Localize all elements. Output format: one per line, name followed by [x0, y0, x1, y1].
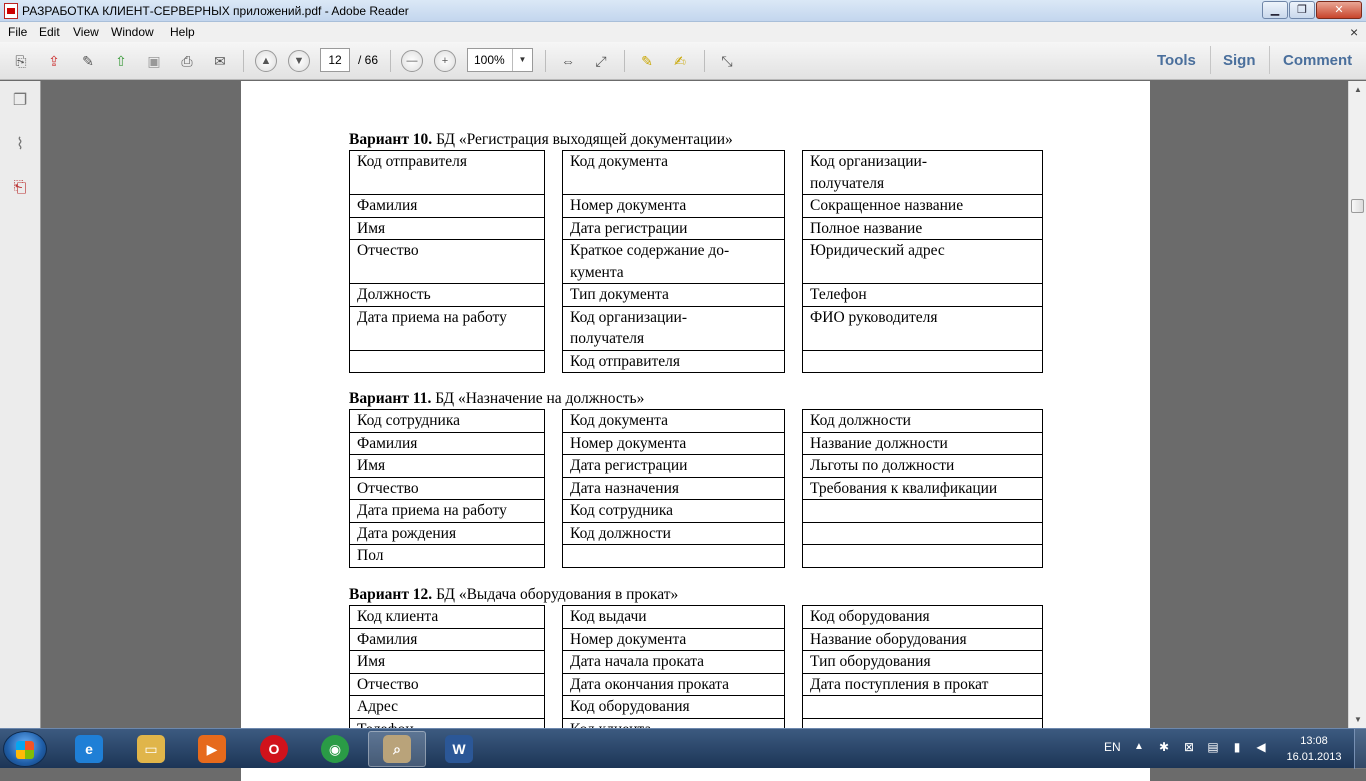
column-gap: [545, 151, 563, 195]
table-cell: Код сотрудника: [563, 500, 785, 523]
column-gap: [785, 651, 803, 674]
table-row: [350, 240, 1043, 284]
section-heading: [349, 586, 678, 604]
table-cell: Полное название: [803, 217, 1043, 240]
zoom-out-button[interactable]: —: [401, 50, 423, 72]
table-cell: [563, 545, 785, 568]
column-gap: [545, 696, 563, 719]
taskbar-app[interactable]: [183, 731, 241, 767]
page-number-input[interactable]: 12: [320, 48, 350, 72]
chrome-icon: ◉: [321, 735, 349, 763]
highlight-icon[interactable]: ✍: [674, 52, 686, 69]
table-cell: Код оборудования: [803, 606, 1043, 629]
table-row: [350, 284, 1043, 307]
chevron-down-icon[interactable]: ▼: [512, 49, 532, 71]
save-icon[interactable]: ▣: [147, 52, 161, 69]
table-cell: Код отправителя: [350, 151, 545, 195]
table-row: [350, 151, 1043, 195]
variant-label: Вариант 10.: [349, 131, 433, 148]
column-gap: [545, 545, 563, 568]
table-cell: Льготы по должности: [803, 455, 1043, 478]
fit-width-icon[interactable]: ⇔: [561, 53, 575, 69]
close-button[interactable]: ✕: [1316, 1, 1362, 19]
column-gap: [545, 350, 563, 373]
fit-page-icon[interactable]: ⤢: [595, 52, 607, 69]
device-icon[interactable]: ▤: [1207, 740, 1219, 754]
table-cell: Код организации- получателя: [803, 151, 1043, 195]
column-gap: [785, 284, 803, 307]
toolbar-separator: [1269, 46, 1270, 74]
tools-button[interactable]: Tools: [1157, 52, 1196, 69]
table-cell: Дата рождения: [350, 522, 545, 545]
entity-table: [349, 150, 1043, 373]
entity-table: [349, 409, 1043, 568]
table-row: [350, 410, 1043, 433]
menu-window[interactable]: Window: [111, 25, 154, 39]
column-gap: [785, 606, 803, 629]
table-cell: Сокращенное название: [803, 195, 1043, 218]
taskbar: [0, 728, 1366, 768]
internet-explorer-icon: e: [75, 735, 103, 763]
table-row: [350, 545, 1043, 568]
table-cell: Должность: [350, 284, 545, 307]
column-gap: [785, 500, 803, 523]
column-gap: [545, 432, 563, 455]
table-cell: Имя: [350, 651, 545, 674]
minimize-button[interactable]: ▁: [1262, 1, 1288, 19]
table-cell: Отчество: [350, 477, 545, 500]
language-indicator[interactable]: EN: [1104, 740, 1121, 754]
table-cell: Код клиента: [350, 606, 545, 629]
column-gap: [785, 545, 803, 568]
toolbar-separator: [243, 50, 244, 72]
table-cell: Фамилия: [350, 432, 545, 455]
menu-bar: [0, 22, 1366, 42]
next-page-button[interactable]: ▼: [288, 50, 310, 72]
table-row: [350, 606, 1043, 629]
taskbar-app[interactable]: [122, 731, 180, 767]
table-row: [350, 500, 1043, 523]
signatures-icon[interactable]: ⎗: [13, 179, 27, 196]
table-row: [350, 350, 1043, 373]
variant-label: Вариант 11.: [349, 390, 432, 407]
column-gap: [785, 410, 803, 433]
clock-date: 16.01.2013: [1286, 751, 1342, 763]
table-cell: [803, 545, 1043, 568]
table-cell: Код документа: [563, 410, 785, 433]
maximize-button[interactable]: ❐: [1289, 1, 1315, 19]
create-pdf-icon[interactable]: ⎘: [15, 52, 27, 69]
file-explorer-icon: ▭: [137, 735, 165, 763]
table-cell: Дата регистрации: [563, 217, 785, 240]
column-gap: [545, 217, 563, 240]
table-cell: [803, 350, 1043, 373]
pdf-page: [241, 81, 1150, 781]
table-cell: Код должности: [803, 410, 1043, 433]
page-total: / 66: [358, 53, 379, 67]
taskbar-app[interactable]: [430, 731, 488, 767]
column-gap: [545, 651, 563, 674]
table-row: [350, 522, 1043, 545]
column-gap: [545, 284, 563, 307]
network-icon[interactable]: ▮: [1233, 740, 1241, 754]
vertical-scrollbar[interactable]: [1348, 81, 1366, 728]
toolbar-separator: [704, 50, 705, 72]
table-row: [350, 306, 1043, 350]
table-cell: Номер документа: [563, 195, 785, 218]
windows-logo-icon: [16, 741, 34, 759]
column-gap: [785, 432, 803, 455]
navigation-panel: [0, 81, 41, 728]
table-cell: Код оборудования: [563, 696, 785, 719]
column-gap: [785, 477, 803, 500]
variant-title: БД «Регистрация выходящей документации»: [432, 131, 733, 148]
table-cell: Краткое содержание до- кумента: [563, 240, 785, 284]
sign-button[interactable]: Sign: [1223, 52, 1256, 69]
zoom-select[interactable]: [467, 48, 533, 72]
show-desktop-button[interactable]: [1354, 729, 1366, 769]
toolbar-separator: [1210, 46, 1211, 74]
table-cell: Код документа: [563, 151, 785, 195]
column-gap: [785, 522, 803, 545]
clock-time: 13:08: [1300, 735, 1328, 747]
close-document-icon[interactable]: ×: [1350, 24, 1359, 40]
pdf-app-icon: [4, 3, 18, 19]
scrollbar-thumb[interactable]: [1351, 199, 1364, 213]
sticky-note-icon[interactable]: ✎: [641, 52, 653, 69]
variant-label: Вариант 12.: [349, 586, 433, 603]
column-gap: [545, 477, 563, 500]
table-cell: Дата назначения: [563, 477, 785, 500]
edit-pdf-icon[interactable]: ✎: [82, 52, 94, 69]
table-cell: Дата приема на работу: [350, 500, 545, 523]
table-cell: Адрес: [350, 696, 545, 719]
print-icon[interactable]: ⎙: [181, 52, 193, 69]
table-cell: Код организации- получателя: [563, 306, 785, 350]
document-view[interactable]: [41, 81, 1348, 728]
comment-button[interactable]: Comment: [1283, 52, 1353, 69]
table-row: [350, 651, 1043, 674]
column-gap: [545, 306, 563, 350]
column-gap: [545, 673, 563, 696]
table-cell: [350, 350, 545, 373]
table-cell: Пол: [350, 545, 545, 568]
column-gap: [785, 217, 803, 240]
table-cell: Тип документа: [563, 284, 785, 307]
table-cell: Название оборудования: [803, 628, 1043, 651]
variant-title: БД «Назначение на должность»: [431, 390, 645, 407]
start-button[interactable]: [3, 731, 47, 767]
toolbar-separator: [545, 50, 546, 72]
table-cell: Дата приема на работу: [350, 306, 545, 350]
show-hidden-icons[interactable]: ▲: [1134, 741, 1144, 752]
table-cell: Дата начала проката: [563, 651, 785, 674]
table-cell: Дата регистрации: [563, 455, 785, 478]
variant-title: БД «Выдача оборудования в прокат»: [432, 586, 679, 603]
table-cell: Название должности: [803, 432, 1043, 455]
volume-icon[interactable]: ◀: [1256, 740, 1266, 754]
table-cell: Фамилия: [350, 628, 545, 651]
section-heading: [349, 390, 644, 408]
menu-edit[interactable]: Edit: [39, 25, 60, 39]
column-gap: [545, 455, 563, 478]
table-cell: [803, 522, 1043, 545]
column-gap: [785, 628, 803, 651]
table-row: [350, 696, 1043, 719]
opera-icon: O: [260, 735, 288, 763]
column-gap: [785, 195, 803, 218]
title-bar: [0, 0, 1366, 22]
column-gap: [545, 410, 563, 433]
toolbar-separator: [624, 50, 625, 72]
table-cell: Отчество: [350, 240, 545, 284]
scroll-down-button[interactable]: ▼: [1354, 715, 1362, 724]
column-gap: [785, 350, 803, 373]
adobe-reader-icon: ⌕: [383, 735, 411, 763]
table-cell: Требования к квалификации: [803, 477, 1043, 500]
window-title: РАЗРАБОТКА КЛИЕНТ-СЕРВЕРНЫХ приложений.pdf - Adobe Reader: [22, 4, 409, 18]
upload-icon[interactable]: ⇧: [115, 52, 127, 69]
page-thumbnails-icon[interactable]: ❐: [12, 92, 28, 109]
table-cell: Фамилия: [350, 195, 545, 218]
toolbar-separator: [390, 50, 391, 72]
media-player-icon: ▶: [198, 735, 226, 763]
taskbar-app-active[interactable]: [368, 731, 426, 767]
email-icon[interactable]: ✉: [214, 52, 226, 69]
export-pdf-icon[interactable]: ⇪: [48, 52, 60, 69]
menu-view[interactable]: View: [73, 25, 99, 39]
menu-help[interactable]: Help: [170, 25, 195, 39]
table-cell: Код выдачи: [563, 606, 785, 629]
taskbar-app[interactable]: [306, 731, 364, 767]
table-cell: Дата поступления в прокат: [803, 673, 1043, 696]
table-row: [350, 217, 1043, 240]
column-gap: [785, 696, 803, 719]
zoom-in-button[interactable]: +: [434, 50, 456, 72]
table-row: [350, 673, 1043, 696]
column-gap: [545, 522, 563, 545]
column-gap: [545, 240, 563, 284]
table-cell: Тип оборудования: [803, 651, 1043, 674]
taskbar-app[interactable]: [60, 731, 118, 767]
table-cell: [803, 696, 1043, 719]
section-heading: [349, 131, 733, 149]
column-gap: [545, 500, 563, 523]
table-cell: Юридический адрес: [803, 240, 1043, 284]
column-gap: [785, 673, 803, 696]
word-icon: W: [445, 735, 473, 763]
zoom-value[interactable]: 100%: [474, 53, 505, 67]
attachments-icon[interactable]: ⌇: [16, 136, 24, 153]
clock[interactable]: [1280, 733, 1348, 765]
scroll-up-button[interactable]: ▲: [1354, 85, 1362, 94]
table-cell: Дата окончания проката: [563, 673, 785, 696]
table-cell: Телефон: [803, 284, 1043, 307]
table-row: [350, 477, 1043, 500]
table-cell: Имя: [350, 217, 545, 240]
table-row: [350, 432, 1043, 455]
entity-table: [349, 605, 1043, 741]
column-gap: [785, 306, 803, 350]
column-gap: [545, 606, 563, 629]
bluetooth-icon[interactable]: ✱: [1158, 740, 1170, 754]
column-gap: [785, 151, 803, 195]
column-gap: [785, 240, 803, 284]
action-center-icon[interactable]: ⊠: [1183, 740, 1195, 754]
table-cell: Имя: [350, 455, 545, 478]
previous-page-button[interactable]: ▲: [255, 50, 277, 72]
table-row: [350, 628, 1043, 651]
menu-file[interactable]: File: [8, 25, 28, 39]
column-gap: [545, 628, 563, 651]
table-cell: Код отправителя: [563, 350, 785, 373]
table-row: [350, 195, 1043, 218]
table-cell: Код сотрудника: [350, 410, 545, 433]
table-row: [350, 455, 1043, 478]
taskbar-app[interactable]: [245, 731, 303, 767]
fullscreen-icon[interactable]: ⤡: [721, 52, 733, 69]
table-cell: [803, 500, 1043, 523]
column-gap: [545, 195, 563, 218]
table-cell: Отчество: [350, 673, 545, 696]
table-cell: Номер документа: [563, 432, 785, 455]
table-cell: ФИО руководителя: [803, 306, 1043, 350]
table-cell: Номер документа: [563, 628, 785, 651]
column-gap: [785, 455, 803, 478]
table-cell: Код должности: [563, 522, 785, 545]
